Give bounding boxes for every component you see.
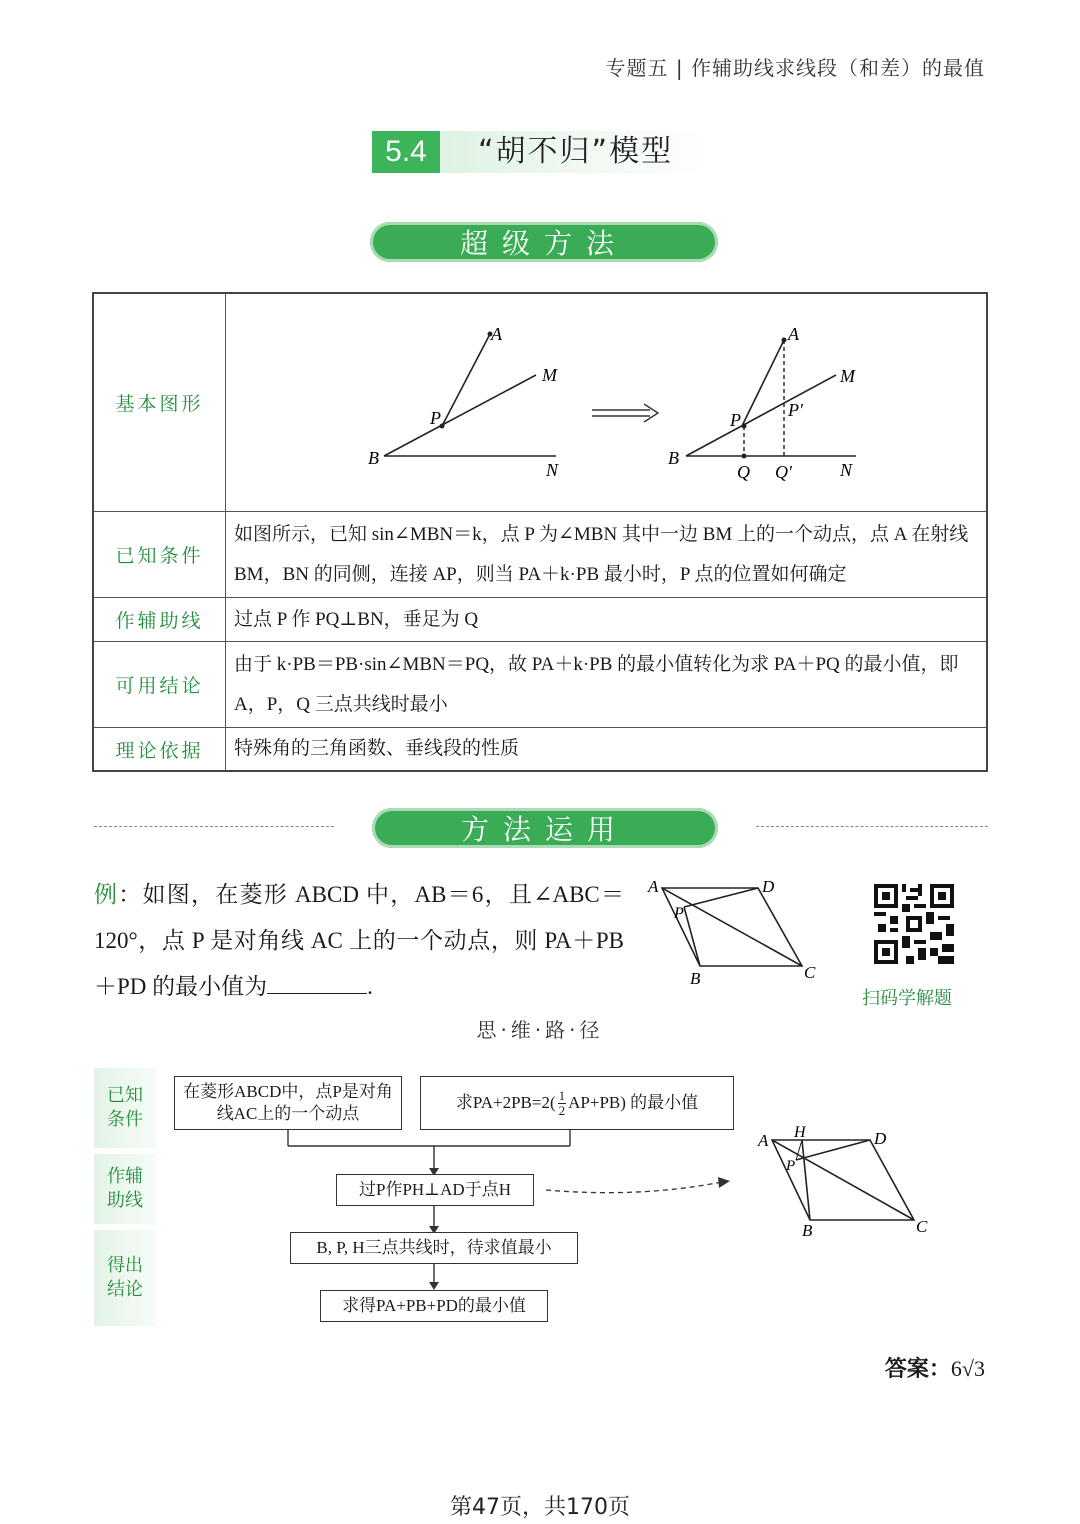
example-text: ：如图，在菱形 ABCD 中，AB＝6，且∠ABC＝120°，点 P 是对角线 AC 上的一个动点，则 PA＋PB＋PD 的最小值为 xyxy=(94,882,625,999)
answer-blank xyxy=(267,971,367,994)
flow-box-text: 过P作PH⊥AD于点H xyxy=(358,1180,511,1199)
flow-box-text: 求得PA+PB+PD的最小值 xyxy=(342,1296,526,1315)
fraction-denominator: 2 xyxy=(558,1102,566,1118)
row-content: 由于 k·PB＝PB·sin∠MBN＝PQ，故 PA＋k·PB 的最小值转化为求 PA＋PQ 的最小值，即 A，P，Q 三点共线时最小 xyxy=(234,653,959,715)
row-label: 可用结论 xyxy=(94,642,226,727)
qr-caption: 扫码学解题 xyxy=(862,988,952,1009)
label-Q: Q xyxy=(737,462,750,482)
label-B: B xyxy=(802,1221,813,1240)
answer-label: 答案： xyxy=(884,1356,951,1381)
answer xyxy=(885,1352,985,1383)
label-D: D xyxy=(762,877,775,896)
apply-banner: 方法运用 xyxy=(372,808,718,848)
fraction-numerator: 1 xyxy=(558,1087,566,1103)
label-P: P xyxy=(674,905,684,922)
running-header: 专题五 | 作辅助线求线段（和差）的最值 xyxy=(605,56,985,80)
tab-label: 得出结论 xyxy=(107,1255,143,1300)
table-row xyxy=(94,294,986,512)
row-label: 基本图形 xyxy=(94,294,226,511)
label-P: P xyxy=(430,408,441,428)
rhombus-figure xyxy=(644,874,834,994)
section-number: 5.4 xyxy=(372,131,440,173)
flow-box-target xyxy=(420,1076,734,1130)
label-N2: N xyxy=(840,460,853,480)
table-row xyxy=(94,598,986,642)
label-H: H xyxy=(794,1124,806,1141)
row-label: 已知条件 xyxy=(94,512,226,597)
label-A: A xyxy=(758,1131,769,1150)
answer-value: 6√3 xyxy=(950,1356,985,1381)
method-table xyxy=(92,292,988,772)
flow-box-auxiliary xyxy=(336,1174,534,1206)
label-A: A xyxy=(648,877,659,896)
label-C: C xyxy=(804,963,816,982)
row-label: 作辅助线 xyxy=(94,598,226,641)
basic-figure-cell xyxy=(234,294,978,511)
thinking-path-title: 思·维·路·径 xyxy=(476,1018,604,1042)
label-M2: M xyxy=(840,366,855,386)
label-C: C xyxy=(916,1217,928,1236)
example-problem xyxy=(94,872,624,1010)
row-label: 理论依据 xyxy=(94,728,226,770)
table-row xyxy=(94,642,986,728)
section-title: “胡不归”模型 xyxy=(478,134,674,169)
tab-known-conditions xyxy=(94,1068,156,1148)
row-content: 如图所示，已知 sin∠MBN＝k，点 P 为∠MBN 其中一边 BM 上的一个动点，点 A 在射线 BM，BN 的同侧，连接 AP，则当 PA＋k·PB 最小时，P 点的位置如何确定 xyxy=(234,523,969,585)
label-D: D xyxy=(874,1129,887,1148)
label-P: P xyxy=(786,1158,796,1174)
label-A: A xyxy=(491,324,502,344)
table-row xyxy=(94,728,986,770)
label-N: N xyxy=(546,460,559,480)
flow-box-pre: 求PA+2PB=2( xyxy=(455,1093,556,1112)
label-B2: B xyxy=(668,448,679,468)
page-footer: 第47页，共170页 xyxy=(450,1495,630,1520)
flow-box-text: 在菱形ABCD中，点P是对角线AC上的一个动点 xyxy=(183,1082,393,1123)
label-M: M xyxy=(542,365,557,385)
tab-conclusion xyxy=(94,1230,156,1326)
tab-auxiliary-line xyxy=(94,1154,156,1224)
example-end: . xyxy=(367,974,373,999)
flow-box-result xyxy=(320,1290,548,1322)
fraction xyxy=(558,1089,567,1118)
tab-label: 已知条件 xyxy=(107,1085,143,1130)
flow-box-text: B, P, H三点共线时，待求值最小 xyxy=(316,1238,552,1257)
label-B: B xyxy=(690,969,701,988)
table-row xyxy=(94,512,986,598)
label-A2: A xyxy=(788,324,799,344)
flow-box-post: AP+PB) 的最小值 xyxy=(568,1093,699,1112)
example-label: 例 xyxy=(94,882,119,907)
label-P-prime: P′ xyxy=(788,400,803,420)
flow-box-known xyxy=(174,1076,402,1130)
tab-label: 作辅助线 xyxy=(107,1166,143,1211)
basic-figure xyxy=(234,302,974,502)
label-Q-prime: Q′ xyxy=(775,462,792,482)
label-B: B xyxy=(368,448,379,468)
divider xyxy=(756,826,988,827)
row-content: 特殊角的三角函数、垂线段的性质 xyxy=(234,738,520,759)
row-content: 过点 P 作 PQ⊥BN，垂足为 Q xyxy=(234,608,479,630)
label-P2: P xyxy=(730,410,741,430)
method-banner: 超级方法 xyxy=(370,222,718,262)
flow-box-collinear xyxy=(290,1232,578,1264)
rhombus-figure-with-H xyxy=(752,1124,942,1244)
double-arrow-icon xyxy=(592,404,658,422)
divider xyxy=(94,826,334,827)
qr-code-icon[interactable] xyxy=(870,880,958,968)
